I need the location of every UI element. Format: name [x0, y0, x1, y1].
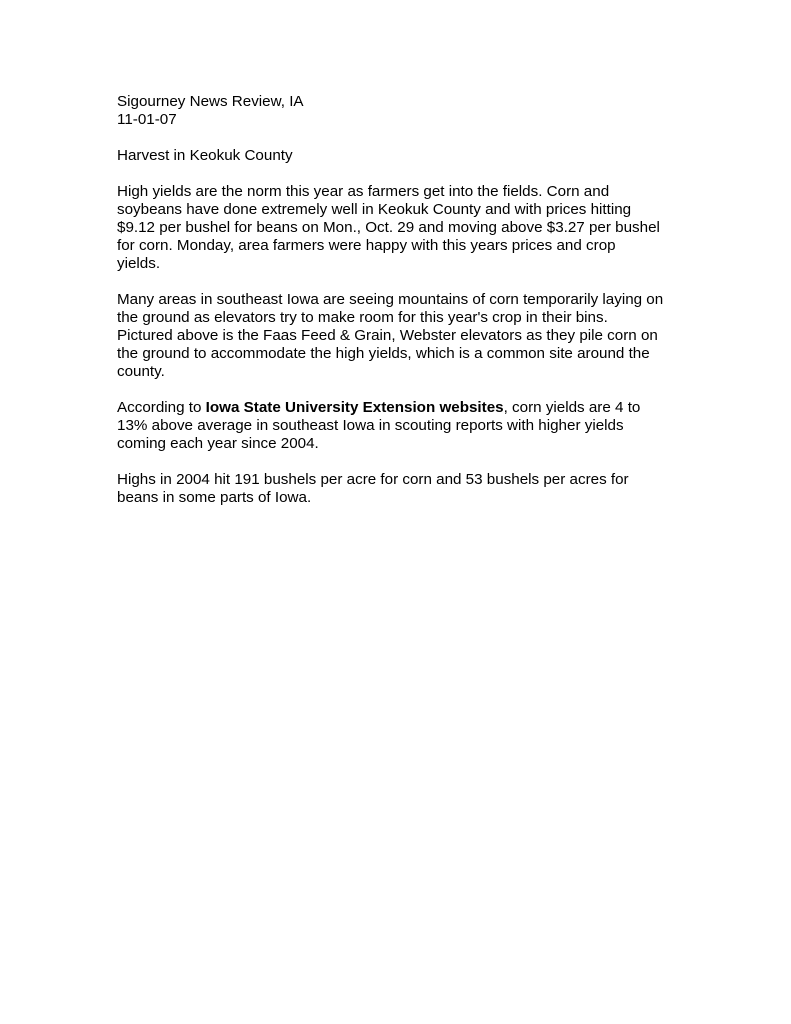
spacer [117, 453, 687, 471]
paragraph-line: beans in some parts of Iowa. [117, 489, 312, 506]
paragraph-3 [117, 399, 687, 453]
spacer [117, 381, 687, 399]
date-line: 11-01-07 [117, 111, 177, 128]
paragraph-line: the ground to accommodate the high yields, which is a common site around the [117, 345, 650, 362]
paragraph-line: Pictured above is the Faas Feed & Grain, Webster elevators as they pile corn on [117, 327, 658, 344]
paragraph-line: county. [117, 363, 165, 380]
paragraph-4 [117, 471, 687, 507]
document-page [117, 93, 687, 507]
paragraph-text: According to [117, 399, 206, 416]
paragraph-text: , corn yields are 4 to [503, 399, 641, 416]
paragraph-line: High yields are the norm this year as farmers get into the fields. Corn and [117, 183, 610, 200]
spacer [117, 273, 687, 291]
headline: Harvest in Keokuk County [117, 147, 293, 164]
spacer [117, 165, 687, 183]
paragraph-line: coming each year since 2004. [117, 435, 319, 452]
paragraph-line: $9.12 per bushel for beans on Mon., Oct. 29 and moving above $3.27 per bushel [117, 219, 660, 236]
extension-websites-link-text: Iowa State University Extension websites [205, 399, 504, 416]
paragraph-line: yields. [117, 255, 161, 272]
paragraph-line [117, 399, 687, 417]
paragraph-1 [117, 183, 687, 273]
paragraph-line: Many areas in southeast Iowa are seeing mountains of corn temporarily laying on [117, 291, 664, 308]
paragraph-line: Highs in 2004 hit 191 bushels per acre for corn and 53 bushels per acres for [117, 471, 629, 488]
paragraph-2 [117, 291, 687, 381]
paragraph-line: the ground as elevators try to make room for this year's crop in their bins. [117, 309, 608, 326]
source-line: Sigourney News Review, IA [117, 93, 304, 110]
paragraph-line: 13% above average in southeast Iowa in scouting reports with higher yields [117, 417, 624, 434]
spacer [117, 129, 687, 147]
paragraph-line: for corn. Monday, area farmers were happy with this years prices and crop [117, 237, 616, 254]
paragraph-line: soybeans have done extremely well in Keokuk County and with prices hitting [117, 201, 632, 218]
